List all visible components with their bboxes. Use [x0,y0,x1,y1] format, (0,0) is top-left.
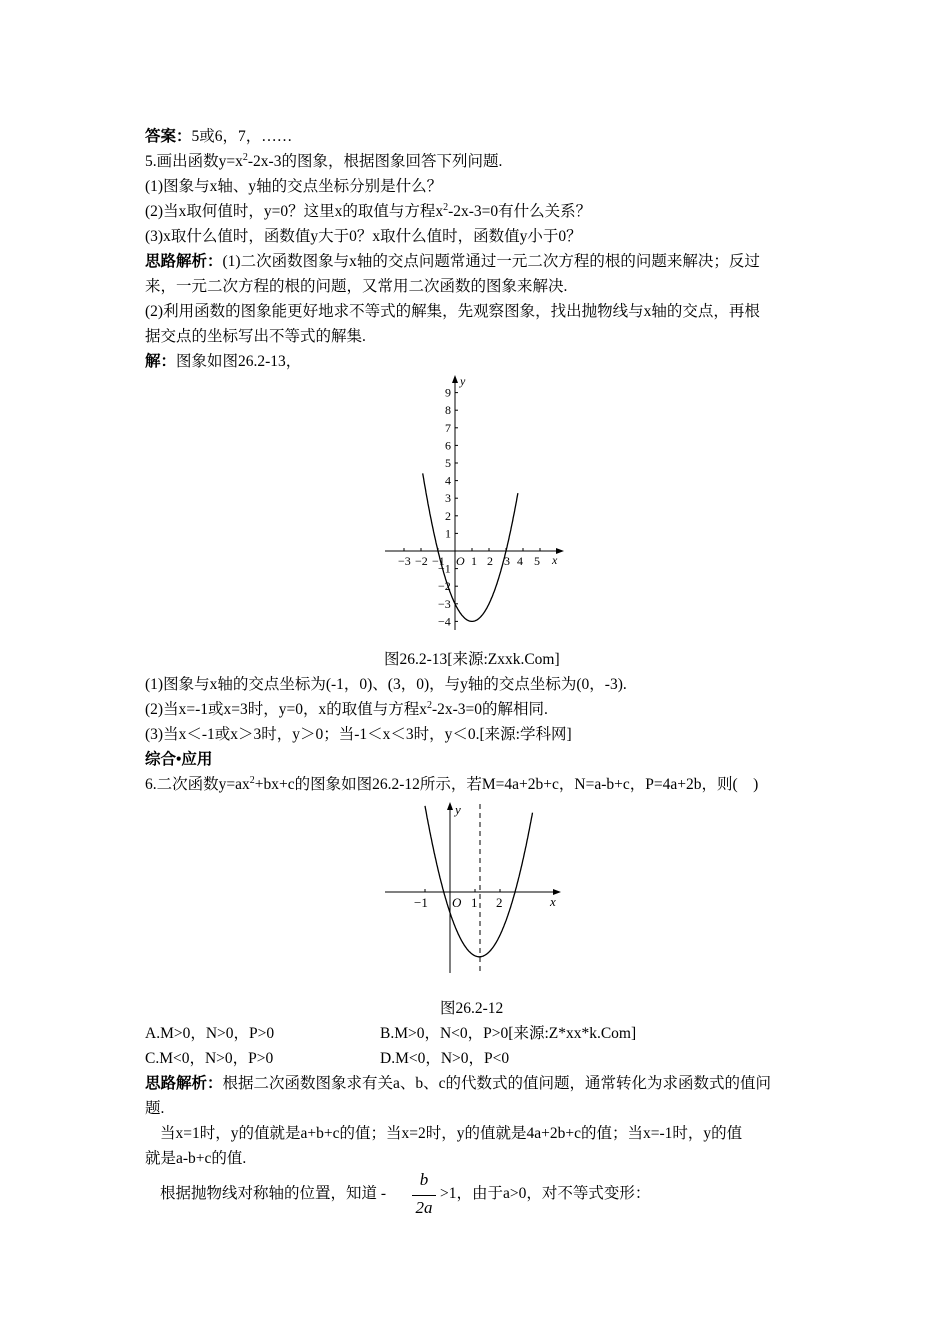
q6-analysis-line4: 就是a-b+c的值. [145,1150,247,1167]
superscript: 2 [426,700,432,711]
q6-stem-a: 6.二次函数y=ax [145,776,250,793]
q5-sub1: (1)图象与x轴、y轴的交点坐标分别是什么？ [145,178,443,195]
y-tick-label: 4 [445,473,451,488]
y-tick-label: 7 [445,420,451,435]
x-tick-label: −3 [398,554,411,568]
q5-analysis-line4: 据交点的坐标写出不等式的解集. [145,328,366,345]
analysis-label: 思路解析： [145,253,223,270]
x-tick-label: 2 [496,895,503,910]
y-tick-label: 6 [445,438,451,453]
y-tick-label: 1 [445,526,451,541]
q5-ans2-a: (2)当x=-1或x=3时，y=0，x的取值与方程x [145,701,427,718]
y-tick-label: −3 [438,596,451,611]
figure-caption-26-2-13: 图26.2-13[来源:Zxxk.Com] [384,651,560,668]
q5-analysis-line2: 来，一元二次方程的根的问题，又常用二次函数的图象来解决. [145,278,568,295]
q6-analysis1-a: 根据二次函数图象求有关a、b、c的代数式的值问题，通常转化为求函数式的值问 [222,1075,772,1092]
x-tick-label: 1 [471,895,478,910]
y-tick-label: 3 [445,491,451,506]
graph-26-2-13 [380,372,570,634]
q5-sub2-a: (2)当x取何值时，y=0？这里x的取值与方程x [145,203,444,220]
y-axis-label: y [460,374,466,388]
q5-answer1: (1)图象与x轴的交点坐标为(-1，0)、(3，0)，与y轴的交点坐标为(0，-3). [145,676,627,693]
x-tick-label: 4 [517,554,523,568]
q5-analysis1-a: (1)二次函数图象与x轴的交点问题常通过一元二次方程的根的问题来解决；反过 [222,253,760,270]
y-tick-label: 9 [445,385,451,400]
y-tick-label: −2 [438,579,451,594]
fraction-denominator: 2a [415,1198,433,1217]
fraction-numerator: b [419,1170,429,1189]
x-tick-label: 1 [471,554,477,568]
graph-26-2-12 [380,798,570,976]
q5-answer2 [145,699,548,721]
q5-sub3: (3)x取什么值时，函数值y大于0？x取什么值时，函数值y小于0？ [145,228,582,245]
q6-stem [145,774,758,796]
superscript: 2 [242,152,248,163]
x-tick-label: −2 [415,554,428,568]
origin-label: O [452,895,462,910]
q6-analysis-line5b: >1，由于a>0，对不等式变形： [440,1185,651,1202]
option-a: A.M>0，N>0，P>0 [145,1025,275,1042]
answer-label: 答案： [145,128,192,145]
y-tick-label: 8 [445,403,451,418]
q6-stem-b: +bx+c的图象如图26.2-12所示，若M=4a+2b+c，N=a-b+c，P=4a+2b，则( ) [254,776,759,793]
q5-sub2 [145,201,591,223]
parabola-curve [425,806,533,957]
x-tick-label: −1 [414,895,428,910]
q5-solution [145,351,301,373]
q5-stem-a: 5.画出函数y=x [145,153,243,170]
y-axis-label: y [455,802,461,817]
q6-analysis-line5a: 根据抛物线对称轴的位置，知道 - [160,1185,387,1202]
y-tick-label: −4 [438,614,451,629]
figure-caption-26-2-12: 图26.2-12 [440,1000,504,1017]
option-c: C.M<0，N>0，P>0 [145,1050,274,1067]
section-title: 综合•应用 [145,751,213,768]
superscript: 2 [443,202,449,213]
x-tick-label: 2 [487,554,493,568]
x-tick-label: −1 [432,554,445,568]
y-axis-arrow-icon [447,802,453,810]
solution-label: 解： [145,353,177,370]
answer-text: 5或6，7，…… [191,128,293,145]
q6-analysis-line2: 题. [145,1100,165,1117]
x-axis-label: x [552,553,558,567]
x-tick-label: 3 [504,554,510,568]
option-b: B.M>0，N<0，P>0[来源:Z*xx*k.Com] [380,1025,637,1042]
superscript: 2 [249,775,255,786]
analysis-label: 思路解析： [145,1075,223,1092]
q5-sub2-b: -2x-3=0有什么关系？ [448,203,592,220]
q6-analysis-line1 [145,1073,771,1095]
y-tick-label: 5 [445,456,451,470]
q6-analysis-line3: 当x=1时，y的值就是a+b+c的值；当x=2时，y的值就是4a+2b+c的值；当x=-1时，y的值 [160,1125,743,1142]
parabola-curve [423,473,518,621]
answer-line [145,126,292,148]
q5-stem [145,151,502,173]
option-d: D.M<0，N>0，P<0 [380,1050,510,1067]
q5-analysis-line1 [145,251,760,273]
y-tick-label: 2 [445,508,451,523]
x-axis-label: x [550,894,556,909]
q5-ans2-b: -2x-3=0的解相同. [431,701,548,718]
q5-answer3: (3)当x＜-1或x＞3时，y＞0；当-1＜x＜3时，y＜0.[来源:学科网] [145,726,572,743]
q5-stem-b: -2x-3的图象，根据图象回答下列问题. [247,153,503,170]
y-tick-label: −1 [438,561,451,576]
q5-analysis-line3: (2)利用函数的图象能更好地求不等式的解集，先观察图象，找出抛物线与x轴的交点，再根 [145,303,760,320]
origin-label: O [456,554,465,568]
fraction-bar [412,1195,436,1196]
y-axis-arrow-icon [452,375,458,383]
x-tick-label: 5 [534,554,540,568]
solution-text: 图象如图26.2-13， [176,353,302,370]
